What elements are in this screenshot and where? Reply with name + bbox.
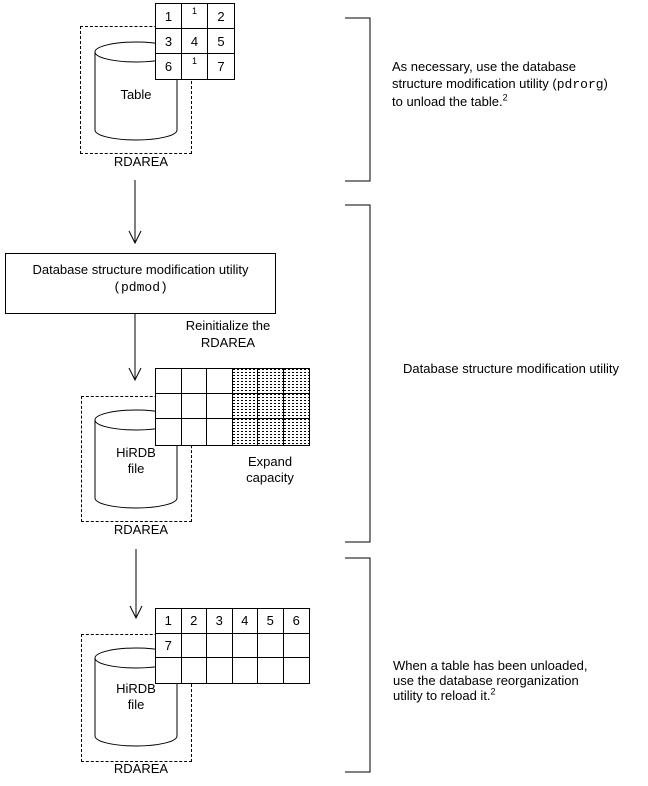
rdarea-label-reload: RDAREA xyxy=(113,761,169,776)
grid-cell xyxy=(258,634,284,659)
pdrorg-code-inline: pdrorg xyxy=(556,77,604,92)
grid-cell: 3 xyxy=(207,609,233,634)
grid-cell xyxy=(233,658,259,683)
modify-note-line1: Database structure modification utility xyxy=(403,361,620,376)
expand-capacity-grid xyxy=(155,368,310,446)
down-arrow-icon-2 xyxy=(129,309,141,380)
reload-note xyxy=(393,658,587,703)
grid-cell-new-capacity xyxy=(284,394,310,419)
grid-cell-new-capacity xyxy=(258,419,284,444)
grid-cell: 5 xyxy=(258,609,284,634)
grid-cell xyxy=(182,658,208,683)
grid-cell: 6 xyxy=(156,54,182,79)
expand-capacity-line1: Expand xyxy=(247,454,293,469)
down-arrow-icon-1 xyxy=(129,180,141,243)
unload-note-line3-text: to unload the table. xyxy=(392,94,503,109)
grid-cell: 3 xyxy=(156,29,182,54)
unload-note-line2-text: structure modification utility ( xyxy=(392,76,557,91)
unload-note xyxy=(392,58,608,110)
grid-cell xyxy=(156,419,182,444)
grid-cell: 7 xyxy=(156,634,182,659)
hirdb-file-label-line1: HiRDB xyxy=(116,681,156,696)
grid-cell xyxy=(156,394,182,419)
unload-table-grid xyxy=(155,3,235,80)
grid-cell-new-capacity xyxy=(258,369,284,394)
grid-cell xyxy=(182,394,208,419)
grid-cell xyxy=(258,658,284,683)
reinitialize-label-line2: RDAREA xyxy=(200,335,256,350)
grid-cell: 4 xyxy=(233,609,259,634)
grid-cell-footnote: 1 xyxy=(182,54,208,79)
grid-cell-new-capacity xyxy=(258,394,284,419)
grid-cell xyxy=(284,634,310,659)
grid-cell-new-capacity xyxy=(233,369,259,394)
grid-cell xyxy=(207,394,233,419)
grid-cell: 1 xyxy=(156,4,182,29)
table-cylinder-label: Table xyxy=(120,87,152,102)
hirdb-file-label-line2: file xyxy=(127,461,145,476)
expand-capacity-line2: capacity xyxy=(246,470,294,485)
unload-note-line2 xyxy=(392,75,608,93)
pdmod-utility-box-title: Database structure modification utility xyxy=(32,262,249,277)
down-arrow-icon-3 xyxy=(130,549,142,618)
grid-cell xyxy=(156,369,182,394)
rdarea-label-unload: RDAREA xyxy=(113,154,169,169)
grid-cell: 2 xyxy=(208,4,234,29)
grid-cell: 6 xyxy=(284,609,310,634)
unload-note-line2-close: ) xyxy=(603,76,608,91)
reinitialize-label-line1: Reinitialize the xyxy=(185,318,271,333)
grid-cell: 5 xyxy=(208,29,234,54)
grid-cell xyxy=(182,419,208,444)
grid-cell-footnote: 1 xyxy=(182,4,208,29)
hirdb-file-label-bottom xyxy=(94,681,178,713)
pdmod-utility-box-code: (pdmod) xyxy=(113,280,168,295)
reload-note-line2: use the database reorganization xyxy=(393,673,579,688)
footnote-ref-2: 2 xyxy=(490,686,496,697)
section-bracket-reload xyxy=(345,558,370,772)
grid-cell xyxy=(207,369,233,394)
grid-cell-new-capacity xyxy=(233,394,259,419)
grid-cell xyxy=(182,634,208,659)
hirdb-file-label-line1: HiRDB xyxy=(116,445,156,460)
footnote-ref-2: 2 xyxy=(502,92,508,103)
grid-cell: 2 xyxy=(182,609,208,634)
reload-table-grid xyxy=(155,608,310,684)
hirdb-file-label-middle xyxy=(94,445,178,477)
section-bracket-unload xyxy=(345,18,370,181)
grid-cell-new-capacity xyxy=(284,419,310,444)
grid-cell: 4 xyxy=(182,29,208,54)
rdarea-label-expand: RDAREA xyxy=(113,522,169,537)
grid-cell: 7 xyxy=(217,59,225,74)
modify-note xyxy=(403,360,619,377)
grid-cell-new-capacity xyxy=(233,419,259,444)
grid-cell xyxy=(207,419,233,444)
grid-cell xyxy=(233,634,259,659)
expand-capacity-label xyxy=(225,454,315,486)
grid-cell xyxy=(182,369,208,394)
reinitialize-rdarea-label xyxy=(158,317,298,351)
unload-note-line1: As necessary, use the database xyxy=(392,59,577,74)
grid-cell xyxy=(207,658,233,683)
reload-note-line1: When a table has been unloaded, xyxy=(393,658,588,673)
grid-cell: 1 xyxy=(156,609,182,634)
section-bracket-modify xyxy=(345,205,370,542)
grid-cell xyxy=(284,658,310,683)
grid-cell-new-capacity xyxy=(284,369,310,394)
reload-note-line3-text: utility to reload it. xyxy=(393,688,491,703)
unload-note-line3 xyxy=(392,93,608,110)
grid-cell xyxy=(156,658,182,683)
pdmod-utility-box xyxy=(5,253,276,314)
grid-cell xyxy=(207,634,233,659)
hirdb-file-label-line2: file xyxy=(127,697,145,712)
reload-note-line3 xyxy=(393,688,587,703)
